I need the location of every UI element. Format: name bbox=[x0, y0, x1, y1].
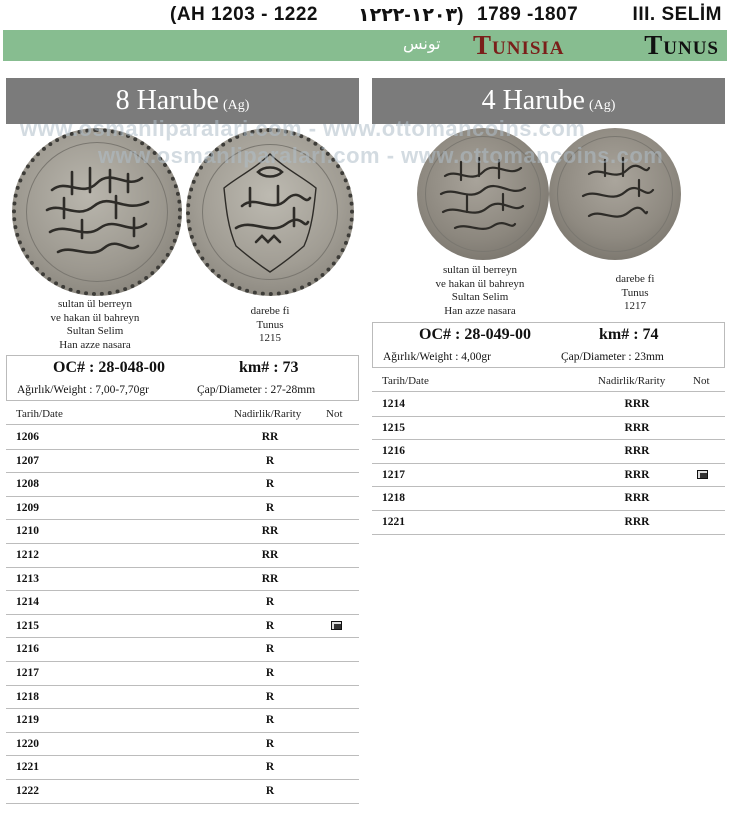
cell-rarity: R bbox=[265, 785, 275, 797]
cell-date: 1218 bbox=[16, 690, 39, 703]
ah-range-arabic: ١٢٠٣-١٢٢٢) bbox=[358, 5, 464, 26]
col-header-rarity: Nadirlik/Rarity bbox=[234, 408, 302, 420]
weight: Ağırlık/Weight : 4,00gr bbox=[383, 351, 491, 363]
obverse-caption-8-harube bbox=[20, 298, 170, 352]
reverse-caption-4-harube bbox=[575, 273, 695, 314]
watermark-line-2: www.osmanliparalari.com - www.ottomancoins.com bbox=[98, 143, 664, 168]
table-row bbox=[6, 638, 359, 662]
cell-date: 1216 bbox=[382, 445, 405, 458]
cell-rarity: R bbox=[265, 454, 275, 467]
denomination-name: 4 Harube bbox=[481, 85, 585, 116]
table-row bbox=[6, 497, 359, 521]
cell-rarity: RR bbox=[261, 572, 279, 585]
cell-rarity: RRR bbox=[624, 516, 650, 528]
table-header-row bbox=[372, 370, 725, 392]
table-row bbox=[6, 756, 359, 780]
table-row bbox=[6, 662, 359, 686]
table-row bbox=[6, 591, 359, 615]
caption-line: sultan ül berreyn bbox=[443, 264, 517, 276]
caption-line: ve hakan ül bahreyn bbox=[50, 311, 140, 324]
cell-rarity: R bbox=[265, 667, 275, 679]
col-header-note: Not bbox=[326, 408, 343, 420]
reverse-caption-8-harube bbox=[210, 305, 330, 346]
table-row bbox=[6, 686, 359, 710]
country-arabic: تونس bbox=[403, 34, 441, 53]
table-row bbox=[372, 511, 725, 535]
col-header-date: Tarih/Date bbox=[16, 408, 63, 420]
table-row bbox=[6, 780, 359, 804]
table-row bbox=[6, 544, 359, 568]
caption-line: 1217 bbox=[624, 300, 646, 312]
col-header-note: Not bbox=[693, 375, 710, 387]
country-turkish: Tunus bbox=[644, 30, 719, 60]
cell-date: 1218 bbox=[382, 492, 405, 505]
cell-date: 1207 bbox=[16, 454, 39, 467]
cell-rarity: R bbox=[265, 619, 275, 632]
obverse-caption-4-harube bbox=[405, 264, 555, 318]
cell-date: 1222 bbox=[16, 785, 39, 797]
watermark-line-1: www.osmanliparalari.com - www.ottomancoins.com bbox=[20, 116, 586, 141]
table-row bbox=[372, 393, 725, 417]
weight: Ağırlık/Weight : 7,00-7,70gr bbox=[17, 384, 149, 396]
cell-date: 1209 bbox=[16, 501, 39, 514]
cell-date: 1215 bbox=[382, 421, 405, 434]
cell-date: 1221 bbox=[16, 761, 39, 774]
cell-rarity: R bbox=[265, 501, 275, 514]
country-english: Tunisia bbox=[473, 30, 565, 60]
gregorian-years: 1789 -1807 bbox=[477, 4, 579, 25]
cell-rarity: RRR bbox=[624, 445, 650, 458]
cell-date: 1220 bbox=[16, 737, 39, 750]
cell-rarity: R bbox=[265, 737, 275, 750]
cell-rarity: R bbox=[265, 596, 275, 609]
cell-date: 1216 bbox=[16, 643, 39, 656]
cell-rarity: RR bbox=[261, 431, 279, 443]
table-row bbox=[6, 615, 359, 639]
cell-date: 1214 bbox=[382, 398, 405, 410]
col-header-date: Tarih/Date bbox=[382, 375, 429, 387]
cell-rarity: R bbox=[265, 714, 275, 727]
cell-rarity: RR bbox=[261, 549, 279, 561]
camera-icon[interactable] bbox=[331, 621, 343, 631]
cell-date: 1215 bbox=[16, 619, 39, 632]
cell-date: 1214 bbox=[16, 596, 39, 609]
caption-line: darebe fi bbox=[615, 273, 655, 285]
info-box-4-harube bbox=[372, 322, 725, 368]
cell-rarity: RRR bbox=[624, 468, 650, 481]
camera-icon[interactable] bbox=[697, 470, 709, 480]
caption-line: sultan ül berreyn bbox=[58, 298, 132, 310]
cell-date: 1217 bbox=[16, 667, 39, 679]
ruler-name: III. SELİM bbox=[632, 4, 722, 25]
caption-line: ve hakan ül bahreyn bbox=[435, 277, 525, 290]
caption-line: Sultan Selim bbox=[451, 291, 509, 303]
table-header-row bbox=[6, 403, 359, 425]
note-icon bbox=[331, 621, 342, 630]
table-row bbox=[6, 709, 359, 733]
km-number: km# : 73 bbox=[239, 359, 299, 376]
cell-rarity: R bbox=[265, 690, 275, 703]
table-row bbox=[6, 733, 359, 757]
note-icon bbox=[697, 470, 708, 479]
cell-rarity: RRR bbox=[624, 398, 650, 410]
cell-date: 1210 bbox=[16, 525, 39, 538]
country-band bbox=[3, 30, 727, 61]
cell-rarity: RRR bbox=[624, 492, 650, 505]
diameter: Çap/Diameter : 23mm bbox=[561, 351, 664, 363]
denomination-name: 8 Harube bbox=[115, 85, 219, 116]
cell-date: 1213 bbox=[16, 572, 39, 585]
diameter: Çap/Diameter : 27-28mm bbox=[197, 384, 316, 396]
table-row bbox=[6, 520, 359, 544]
cell-rarity: R bbox=[265, 643, 275, 656]
caption-line: Tunus bbox=[256, 318, 284, 331]
table-row bbox=[372, 417, 725, 441]
table-row bbox=[6, 568, 359, 592]
cell-rarity: RR bbox=[261, 525, 279, 538]
cell-date: 1221 bbox=[382, 516, 405, 528]
cell-date: 1208 bbox=[16, 478, 39, 491]
col-header-rarity: Nadirlik/Rarity bbox=[598, 375, 666, 387]
cell-date: 1206 bbox=[16, 431, 39, 443]
caption-line: Han azze nasara bbox=[444, 304, 516, 317]
page-header bbox=[0, 4, 730, 30]
oc-number: OC# : 28-048-00 bbox=[53, 359, 165, 376]
cell-date: 1219 bbox=[16, 714, 39, 727]
table-row bbox=[372, 487, 725, 511]
caption-line: Tunus bbox=[621, 286, 649, 299]
caption-line: 1215 bbox=[259, 332, 281, 344]
km-number: km# : 74 bbox=[599, 326, 659, 343]
denomination-metal: (Ag) bbox=[588, 98, 616, 113]
cell-rarity: R bbox=[265, 478, 275, 491]
cell-rarity: R bbox=[265, 761, 275, 774]
oc-number: OC# : 28-049-00 bbox=[419, 326, 531, 343]
caption-line: Sultan Selim bbox=[66, 325, 124, 337]
caption-line: darebe fi bbox=[250, 305, 290, 317]
cell-date: 1212 bbox=[16, 549, 39, 561]
ah-range: (AH 1203 - 1222 bbox=[170, 4, 318, 25]
table-row bbox=[372, 440, 725, 464]
table-row bbox=[372, 464, 725, 488]
cell-rarity: RRR bbox=[624, 421, 650, 434]
denomination-metal: (Ag) bbox=[222, 98, 250, 113]
cell-date: 1217 bbox=[382, 468, 405, 481]
info-box-8-harube bbox=[6, 355, 359, 401]
table-row bbox=[6, 473, 359, 497]
table-row bbox=[6, 426, 359, 450]
table-row bbox=[6, 450, 359, 474]
caption-line: Han azze nasara bbox=[59, 338, 131, 351]
